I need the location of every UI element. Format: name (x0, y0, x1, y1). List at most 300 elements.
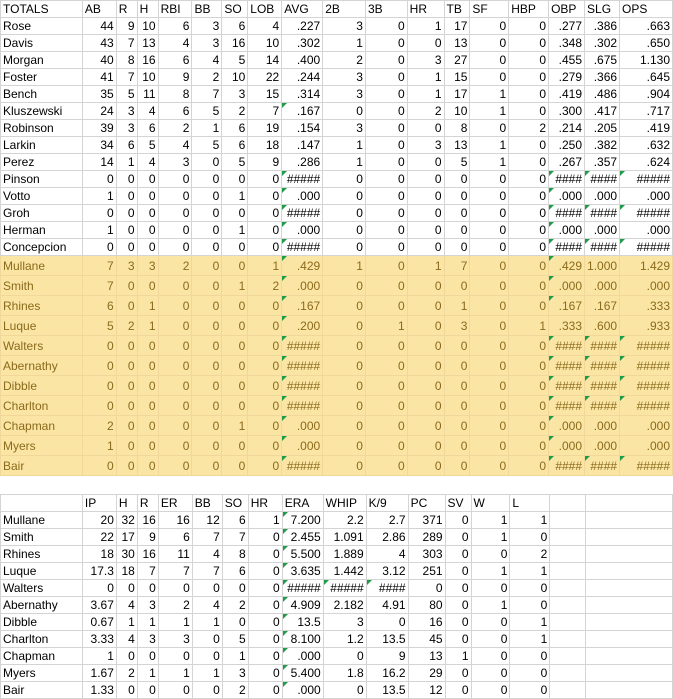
stat-cell[interactable]: #### (549, 396, 585, 416)
stat-cell[interactable]: .429 (282, 256, 323, 276)
stat-cell[interactable]: ##### (323, 580, 366, 597)
stat-cell[interactable]: 0 (470, 456, 509, 476)
stat-cell[interactable]: 0 (510, 682, 550, 699)
stat-cell[interactable]: 0 (365, 120, 407, 137)
stat-cell[interactable]: 0 (82, 376, 116, 396)
stat-cell[interactable]: 0 (509, 137, 549, 154)
stat-cell[interactable]: 0 (248, 546, 282, 563)
stat-cell[interactable]: 5 (82, 316, 116, 336)
stat-cell[interactable]: 0 (323, 276, 366, 296)
stat-cell[interactable]: 1 (222, 416, 248, 436)
stat-cell[interactable]: 1.130 (620, 52, 673, 69)
stat-cell[interactable]: 1 (470, 154, 509, 171)
player-name-cell[interactable]: Bench (1, 86, 83, 103)
stat-cell[interactable]: .000 (585, 222, 620, 239)
stat-cell[interactable]: ##### (620, 396, 673, 416)
stat-cell[interactable]: 0 (192, 171, 222, 188)
column-header[interactable] (550, 495, 586, 512)
stat-cell[interactable]: ##### (282, 580, 323, 597)
stat-cell[interactable]: 0 (158, 356, 192, 376)
stat-cell[interactable]: 0 (365, 171, 407, 188)
stat-cell[interactable]: 0 (222, 356, 248, 376)
stat-cell[interactable]: .214 (549, 120, 585, 137)
stat-cell[interactable] (550, 665, 586, 682)
stat-cell[interactable]: 0 (192, 436, 222, 456)
stat-cell[interactable]: 40 (82, 52, 116, 69)
player-name-cell[interactable]: Foster (1, 69, 83, 86)
stat-cell[interactable]: 1 (222, 648, 248, 665)
player-name-cell[interactable]: Kluszewski (1, 103, 83, 120)
stat-cell[interactable]: 4 (192, 546, 222, 563)
stat-cell[interactable]: 0 (116, 296, 137, 316)
stat-cell[interactable]: 0 (445, 512, 471, 529)
stat-cell[interactable]: 0 (116, 376, 137, 396)
stat-cell[interactable]: 10 (137, 69, 158, 86)
stat-cell[interactable]: 289 (408, 529, 445, 546)
column-header[interactable]: BB (192, 495, 222, 512)
stat-cell[interactable]: 0 (222, 205, 248, 222)
stat-cell[interactable]: 17.3 (82, 563, 116, 580)
stat-cell[interactable]: 0 (510, 648, 550, 665)
player-name-cell[interactable]: Rose (1, 18, 83, 35)
stat-cell[interactable]: 5 (222, 52, 248, 69)
stat-cell[interactable]: 0 (137, 239, 158, 256)
stat-cell[interactable]: 1 (248, 512, 282, 529)
stat-cell[interactable]: 0 (248, 239, 282, 256)
stat-cell[interactable]: ##### (282, 456, 323, 476)
stat-cell[interactable]: 45 (408, 631, 445, 648)
stat-cell[interactable]: 4 (248, 18, 282, 35)
stat-cell[interactable]: 0 (509, 86, 549, 103)
stat-cell[interactable]: 0 (470, 276, 509, 296)
stat-cell[interactable]: 1 (470, 103, 509, 120)
stat-cell[interactable]: .000 (585, 436, 620, 456)
stat-cell[interactable]: 1 (323, 137, 366, 154)
stat-cell[interactable]: 0 (365, 296, 407, 316)
player-name-cell[interactable]: Smith (1, 276, 83, 296)
stat-cell[interactable]: 0 (407, 222, 444, 239)
stat-cell[interactable]: 0 (158, 456, 192, 476)
stat-cell[interactable]: .000 (549, 276, 585, 296)
stat-cell[interactable]: 8.100 (282, 631, 323, 648)
stat-cell[interactable]: 0 (248, 356, 282, 376)
pitcher-name-cell[interactable]: Abernathy (1, 597, 83, 614)
stat-cell[interactable]: 0 (365, 137, 407, 154)
stat-cell[interactable]: 12 (192, 512, 222, 529)
stat-cell[interactable]: ##### (620, 356, 673, 376)
stat-cell[interactable]: 3 (444, 316, 470, 336)
stat-cell[interactable]: 0 (509, 154, 549, 171)
stat-cell[interactable]: 0 (192, 336, 222, 356)
stat-cell[interactable]: 35 (82, 86, 116, 103)
stat-cell[interactable]: 3 (137, 597, 158, 614)
stat-cell[interactable]: 1 (116, 614, 137, 631)
stat-cell[interactable] (586, 682, 673, 699)
stat-cell[interactable]: 0 (248, 396, 282, 416)
stat-cell[interactable]: 0 (82, 205, 116, 222)
stat-cell[interactable]: 0 (222, 239, 248, 256)
stat-cell[interactable]: .933 (620, 316, 673, 336)
stat-cell[interactable]: 0 (137, 436, 158, 456)
stat-cell[interactable]: .000 (282, 648, 323, 665)
stat-cell[interactable]: 1 (82, 648, 116, 665)
stat-cell[interactable]: 0 (116, 205, 137, 222)
stat-cell[interactable]: 7 (248, 103, 282, 120)
stat-cell[interactable]: .000 (282, 436, 323, 456)
player-name-cell[interactable]: Pinson (1, 171, 83, 188)
stat-cell[interactable]: 0 (509, 396, 549, 416)
stat-cell[interactable]: 7 (82, 276, 116, 296)
stat-cell[interactable]: 13 (137, 35, 158, 52)
stat-cell[interactable]: .400 (282, 52, 323, 69)
stat-cell[interactable]: 0 (365, 35, 407, 52)
stat-cell[interactable]: 0 (116, 222, 137, 239)
stat-cell[interactable]: 0 (365, 239, 407, 256)
stat-cell[interactable]: 0 (407, 239, 444, 256)
stat-cell[interactable]: .717 (620, 103, 673, 120)
stat-cell[interactable]: 9 (158, 69, 192, 86)
stat-cell[interactable]: 7 (137, 563, 158, 580)
stat-cell[interactable]: 16 (408, 614, 445, 631)
stat-cell[interactable]: 8 (158, 86, 192, 103)
stat-cell[interactable]: 0 (116, 436, 137, 456)
stat-cell[interactable]: 0 (192, 416, 222, 436)
stat-cell[interactable]: 0 (470, 188, 509, 205)
stat-cell[interactable]: 0 (445, 529, 471, 546)
column-header[interactable]: HR (407, 1, 444, 18)
stat-cell[interactable]: 1 (137, 665, 158, 682)
stat-cell[interactable]: 0 (222, 171, 248, 188)
stat-cell[interactable]: 0 (248, 336, 282, 356)
column-header[interactable]: LOB (248, 1, 282, 18)
stat-cell[interactable]: 2 (222, 103, 248, 120)
stat-cell[interactable]: 0 (158, 648, 192, 665)
stat-cell[interactable]: 0 (470, 18, 509, 35)
stat-cell[interactable]: 3 (323, 614, 366, 631)
stat-cell[interactable]: 0 (116, 456, 137, 476)
stat-cell[interactable]: 5.400 (282, 665, 323, 682)
stat-cell[interactable]: 0 (470, 416, 509, 436)
stat-cell[interactable]: 0 (366, 614, 408, 631)
stat-cell[interactable]: 1.000 (585, 256, 620, 276)
stat-cell[interactable]: 0 (192, 631, 222, 648)
stat-cell[interactable]: .348 (549, 35, 585, 52)
stat-cell[interactable]: 0 (137, 276, 158, 296)
stat-cell[interactable]: 0 (509, 52, 549, 69)
stat-cell[interactable]: 1 (509, 316, 549, 336)
stat-cell[interactable]: 30 (116, 546, 137, 563)
stat-cell[interactable]: 7 (192, 86, 222, 103)
stat-cell[interactable]: 5 (116, 86, 137, 103)
stat-cell[interactable]: ##### (620, 336, 673, 356)
stat-cell[interactable]: 0 (470, 436, 509, 456)
stat-cell[interactable]: .000 (549, 416, 585, 436)
stat-cell[interactable]: 44 (82, 18, 116, 35)
stat-cell[interactable]: 16 (137, 52, 158, 69)
stat-cell[interactable]: 4 (192, 597, 222, 614)
stat-cell[interactable]: ##### (282, 356, 323, 376)
stat-cell[interactable]: 3 (137, 631, 158, 648)
column-header[interactable]: SO (222, 495, 248, 512)
stat-cell[interactable]: 13 (444, 137, 470, 154)
stat-cell[interactable]: 0 (192, 188, 222, 205)
stat-cell[interactable]: 0 (444, 205, 470, 222)
stat-cell[interactable]: 0 (323, 171, 366, 188)
stat-cell[interactable]: 0 (365, 396, 407, 416)
stat-cell[interactable]: 0 (192, 682, 222, 699)
stat-cell[interactable]: 1 (82, 222, 116, 239)
stat-cell[interactable]: 0 (323, 648, 366, 665)
stat-cell[interactable]: 0 (470, 52, 509, 69)
stat-cell[interactable]: .167 (549, 296, 585, 316)
stat-cell[interactable]: 0 (407, 154, 444, 171)
stat-cell[interactable]: 0 (158, 276, 192, 296)
stat-cell[interactable]: 20 (82, 512, 116, 529)
stat-cell[interactable]: #### (585, 396, 620, 416)
stat-cell[interactable]: 15 (248, 86, 282, 103)
stat-cell[interactable]: 0 (82, 356, 116, 376)
stat-cell[interactable]: 0 (407, 436, 444, 456)
stat-cell[interactable]: 0 (407, 171, 444, 188)
stat-cell[interactable]: 0 (444, 356, 470, 376)
player-name-cell[interactable]: Bair (1, 456, 83, 476)
stat-cell[interactable]: .300 (549, 103, 585, 120)
stat-cell[interactable]: 0 (471, 682, 510, 699)
stat-cell[interactable]: 0 (365, 256, 407, 276)
column-header[interactable]: W (471, 495, 510, 512)
stat-cell[interactable] (586, 665, 673, 682)
stat-cell[interactable]: 3 (222, 86, 248, 103)
stat-cell[interactable]: 7 (192, 529, 222, 546)
stat-cell[interactable]: 0 (323, 416, 366, 436)
column-header[interactable]: WHIP (323, 495, 366, 512)
stat-cell[interactable]: 0 (444, 376, 470, 396)
stat-cell[interactable]: 9 (137, 529, 158, 546)
stat-cell[interactable]: 16 (158, 512, 192, 529)
stat-cell[interactable]: 0 (509, 188, 549, 205)
stat-cell[interactable]: .000 (282, 416, 323, 436)
stat-cell[interactable]: 0 (222, 436, 248, 456)
stat-cell[interactable]: 2.455 (282, 529, 323, 546)
pitcher-name-cell[interactable]: Charlton (1, 631, 83, 648)
stat-cell[interactable]: 0 (445, 682, 471, 699)
stat-cell[interactable]: 0 (365, 436, 407, 456)
stat-cell[interactable]: 6 (222, 512, 248, 529)
stat-cell[interactable]: 0 (192, 154, 222, 171)
stat-cell[interactable]: 0 (82, 336, 116, 356)
stat-cell[interactable]: 0 (248, 614, 282, 631)
stat-cell[interactable]: 6 (222, 563, 248, 580)
stat-cell[interactable]: 0 (445, 631, 471, 648)
stat-cell[interactable]: 0 (407, 396, 444, 416)
stat-cell[interactable]: 16 (137, 546, 158, 563)
stat-cell[interactable]: 6 (222, 120, 248, 137)
stat-cell[interactable]: 7 (116, 69, 137, 86)
stat-cell[interactable]: 4 (158, 35, 192, 52)
column-header[interactable]: OBP (549, 1, 585, 18)
stat-cell[interactable]: 0 (471, 614, 510, 631)
stat-cell[interactable]: 1 (137, 296, 158, 316)
stat-cell[interactable]: .382 (585, 137, 620, 154)
stat-cell[interactable]: 32 (116, 512, 137, 529)
stat-cell[interactable]: .000 (549, 222, 585, 239)
stat-cell[interactable]: 1 (82, 188, 116, 205)
stat-cell[interactable]: 0 (116, 416, 137, 436)
stat-cell[interactable]: 8 (116, 52, 137, 69)
stat-cell[interactable]: 0 (445, 580, 471, 597)
stat-cell[interactable]: 0 (192, 456, 222, 476)
stat-cell[interactable]: 0 (137, 336, 158, 356)
stat-cell[interactable]: 0 (444, 396, 470, 416)
stat-cell[interactable]: 39 (82, 120, 116, 137)
stat-cell[interactable]: 18 (82, 546, 116, 563)
stat-cell[interactable] (550, 512, 586, 529)
stat-cell[interactable]: 3 (158, 631, 192, 648)
stat-cell[interactable]: 3 (116, 103, 137, 120)
stat-cell[interactable]: 0 (248, 171, 282, 188)
stat-cell[interactable]: 16 (137, 512, 158, 529)
stat-cell[interactable]: 0 (137, 376, 158, 396)
stat-cell[interactable]: 3 (407, 137, 444, 154)
stat-cell[interactable]: 2.7 (366, 512, 408, 529)
stat-cell[interactable]: 0 (137, 205, 158, 222)
stat-cell[interactable]: 0 (116, 276, 137, 296)
column-header[interactable]: HBP (509, 1, 549, 18)
stat-cell[interactable]: 7 (222, 529, 248, 546)
column-header[interactable]: RBI (158, 1, 192, 18)
player-name-cell[interactable]: Morgan (1, 52, 83, 69)
stat-cell[interactable]: .000 (549, 188, 585, 205)
stat-cell[interactable]: 0 (510, 580, 550, 597)
stat-cell[interactable]: 7 (444, 256, 470, 276)
column-header[interactable]: L (510, 495, 550, 512)
stat-cell[interactable]: 0 (470, 222, 509, 239)
stat-cell[interactable]: 0 (323, 239, 366, 256)
stat-cell[interactable]: 12 (408, 682, 445, 699)
stat-cell[interactable]: 0 (323, 316, 366, 336)
stat-cell[interactable]: 13.5 (366, 631, 408, 648)
stat-cell[interactable]: 0 (365, 456, 407, 476)
stat-cell[interactable]: 5 (192, 103, 222, 120)
pitcher-name-cell[interactable]: Chapman (1, 648, 83, 665)
stat-cell[interactable]: .277 (549, 18, 585, 35)
stat-cell[interactable]: 3 (323, 120, 366, 137)
column-header[interactable]: 3B (365, 1, 407, 18)
stat-cell[interactable]: 0 (323, 396, 366, 416)
stat-cell[interactable]: 22 (82, 529, 116, 546)
stat-cell[interactable]: 2 (222, 597, 248, 614)
stat-cell[interactable]: 7 (158, 563, 192, 580)
stat-cell[interactable]: .645 (620, 69, 673, 86)
stat-cell[interactable]: 0 (248, 376, 282, 396)
stat-cell[interactable]: .632 (620, 137, 673, 154)
stat-cell[interactable]: 0 (248, 665, 282, 682)
stat-cell[interactable]: 0 (248, 456, 282, 476)
stat-cell[interactable]: 2 (323, 52, 366, 69)
stat-cell[interactable]: 0 (471, 546, 510, 563)
stat-cell[interactable]: 0 (248, 529, 282, 546)
stat-cell[interactable]: 0 (365, 336, 407, 356)
stat-cell[interactable]: 303 (408, 546, 445, 563)
stat-cell[interactable]: 0 (116, 356, 137, 376)
stat-cell[interactable]: .267 (549, 154, 585, 171)
stat-cell[interactable]: 0 (116, 171, 137, 188)
stat-cell[interactable]: 0 (116, 648, 137, 665)
stat-cell[interactable]: 0 (192, 239, 222, 256)
stat-cell[interactable]: 3 (323, 18, 366, 35)
stat-cell[interactable]: .250 (549, 137, 585, 154)
stat-cell[interactable]: 0 (444, 188, 470, 205)
stat-cell[interactable]: 0 (407, 276, 444, 296)
stat-cell[interactable]: 0 (248, 648, 282, 665)
stat-cell[interactable]: 0 (365, 103, 407, 120)
stat-cell[interactable]: 1 (158, 665, 192, 682)
stat-cell[interactable]: 0 (470, 239, 509, 256)
stat-cell[interactable]: 8 (444, 120, 470, 137)
stat-cell[interactable]: .455 (549, 52, 585, 69)
stat-cell[interactable]: .167 (585, 296, 620, 316)
stat-cell[interactable]: .000 (620, 416, 673, 436)
stat-cell[interactable]: .000 (585, 276, 620, 296)
stat-cell[interactable]: .333 (549, 316, 585, 336)
stat-cell[interactable]: 0 (509, 336, 549, 356)
column-header[interactable]: BB (192, 1, 222, 18)
stat-cell[interactable]: 2 (82, 416, 116, 436)
player-name-cell[interactable]: Chapman (1, 416, 83, 436)
stat-cell[interactable]: ##### (620, 376, 673, 396)
stat-cell[interactable]: 4 (192, 52, 222, 69)
stat-cell[interactable]: 3.33 (82, 631, 116, 648)
stat-cell[interactable]: 4 (137, 103, 158, 120)
stat-cell[interactable]: 0 (470, 35, 509, 52)
stat-cell[interactable]: 0 (116, 682, 137, 699)
stat-cell[interactable]: 0.67 (82, 614, 116, 631)
stat-cell[interactable]: .167 (282, 103, 323, 120)
column-header[interactable]: TB (444, 1, 470, 18)
stat-cell[interactable]: 1.33 (82, 682, 116, 699)
stat-cell[interactable]: 0 (323, 205, 366, 222)
pitcher-name-cell[interactable]: Rhines (1, 546, 83, 563)
stat-cell[interactable]: 0 (323, 682, 366, 699)
stat-cell[interactable]: 0 (407, 120, 444, 137)
stat-cell[interactable]: 3 (323, 86, 366, 103)
stat-cell[interactable] (586, 597, 673, 614)
stat-cell[interactable]: 0 (137, 580, 158, 597)
stat-cell[interactable]: 5 (222, 631, 248, 648)
stat-cell[interactable]: 2 (158, 597, 192, 614)
stat-cell[interactable]: 1 (222, 188, 248, 205)
stat-cell[interactable]: 0 (192, 296, 222, 316)
stat-cell[interactable]: 0 (509, 69, 549, 86)
stat-cell[interactable]: 0 (470, 256, 509, 276)
stat-cell[interactable]: 0 (248, 597, 282, 614)
stat-cell[interactable]: 0 (444, 276, 470, 296)
stat-cell[interactable]: 1.091 (323, 529, 366, 546)
stat-cell[interactable]: ##### (282, 376, 323, 396)
stat-cell[interactable]: 13.5 (366, 682, 408, 699)
stat-cell[interactable]: 0 (445, 614, 471, 631)
stat-cell[interactable]: #### (549, 356, 585, 376)
stat-cell[interactable]: 1 (471, 563, 510, 580)
stat-cell[interactable] (586, 512, 673, 529)
stat-cell[interactable]: 17 (444, 86, 470, 103)
stat-cell[interactable]: .486 (585, 86, 620, 103)
stat-cell[interactable]: #### (585, 336, 620, 356)
stat-cell[interactable]: 0 (365, 356, 407, 376)
stat-cell[interactable]: .333 (620, 296, 673, 316)
stat-cell[interactable]: 1 (407, 18, 444, 35)
stat-cell[interactable]: #### (585, 376, 620, 396)
